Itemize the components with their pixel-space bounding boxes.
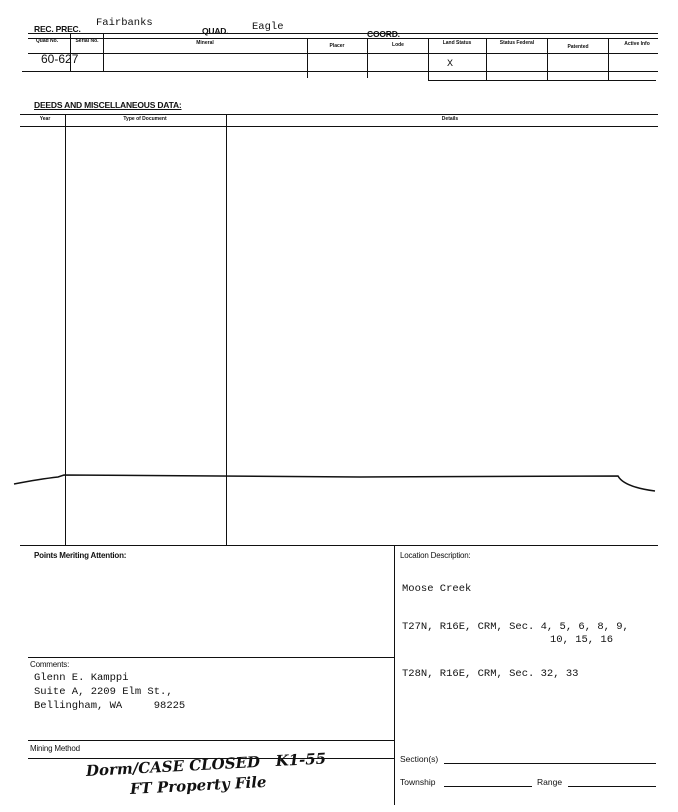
top-col-divider [547, 38, 548, 80]
top-col-divider [307, 38, 308, 78]
rec-prec-value: Fairbanks [96, 17, 153, 29]
deeds-col-type: Type of Document [123, 116, 167, 122]
sections-label: Section(s) [400, 754, 439, 764]
deeds-bottom-line [20, 545, 658, 546]
col-status-federal: Status Federal [499, 40, 535, 46]
handwritten-note-line-1: Dorm/CASE CLOSED K1-55 [85, 749, 327, 780]
township-label: Township [400, 777, 436, 787]
col-serial-no: Serial No. [75, 38, 99, 44]
mining-top-line [28, 740, 394, 741]
top-col-divider [103, 33, 104, 71]
handwritten-note-line-2: FT Property File [129, 772, 267, 798]
quad-label: QUAD. [202, 26, 229, 36]
comments-line-1: Glenn E. Kamppi [34, 672, 129, 684]
top-table-bottom-line [22, 71, 658, 72]
top-table-extra-line [428, 80, 656, 81]
top-col-divider [428, 38, 429, 80]
deeds-col-details: Details [441, 116, 459, 122]
quad-value: Eagle [252, 21, 284, 33]
col-land-status: Land Status [442, 40, 472, 46]
sections-line [444, 763, 656, 764]
deeds-title: DEEDS AND MISCELLANEOUS DATA: [34, 100, 182, 110]
top-col-divider [486, 38, 487, 80]
quad-no-value: 60-627 [41, 52, 79, 66]
comments-top-line [28, 657, 394, 658]
range-line [568, 786, 656, 787]
col-placer: Placer [329, 43, 345, 49]
location-name: Moose Creek [402, 583, 472, 595]
land-status-mark: X [447, 59, 454, 70]
rec-prec-label: REC. PREC. [34, 24, 81, 34]
col-mineral: Mineral [196, 40, 214, 46]
lower-divider [394, 545, 395, 805]
deeds-col-year: Year [39, 116, 51, 122]
location-line-1a: T27N, R16E, CRM, Sec. 4, 5, 6, 8, 9, [402, 621, 629, 633]
top-table-row-line [28, 53, 658, 54]
comments-line-3: Bellingham, WA 98225 [34, 700, 186, 712]
location-line-1b: 10, 15, 16 [550, 634, 614, 646]
deeds-header-top [20, 114, 658, 115]
header-rule-2 [28, 38, 658, 39]
range-label: Range [537, 777, 563, 787]
top-col-divider [367, 38, 368, 78]
township-line [444, 786, 532, 787]
points-label: Points Meriting Attention: [34, 551, 127, 560]
col-active-info: Active Info [624, 41, 650, 47]
deeds-header-bottom [20, 126, 658, 127]
location-label: Location Description: [400, 551, 471, 560]
coord-label: COORD. [367, 29, 400, 39]
col-quad-no: Quad No. [35, 38, 59, 44]
hand-drawn-line [0, 465, 678, 500]
header-rule [28, 33, 658, 34]
col-patented: Patented [567, 44, 589, 50]
comments-label: Comments: [30, 660, 70, 669]
mining-method-label: Mining Method [30, 744, 80, 753]
comments-line-2: Suite A, 2209 Elm St., [34, 686, 173, 698]
location-line-2: T28N, R16E, CRM, Sec. 32, 33 [402, 668, 579, 680]
col-lode: Lode [392, 42, 404, 48]
top-col-divider [608, 38, 609, 80]
